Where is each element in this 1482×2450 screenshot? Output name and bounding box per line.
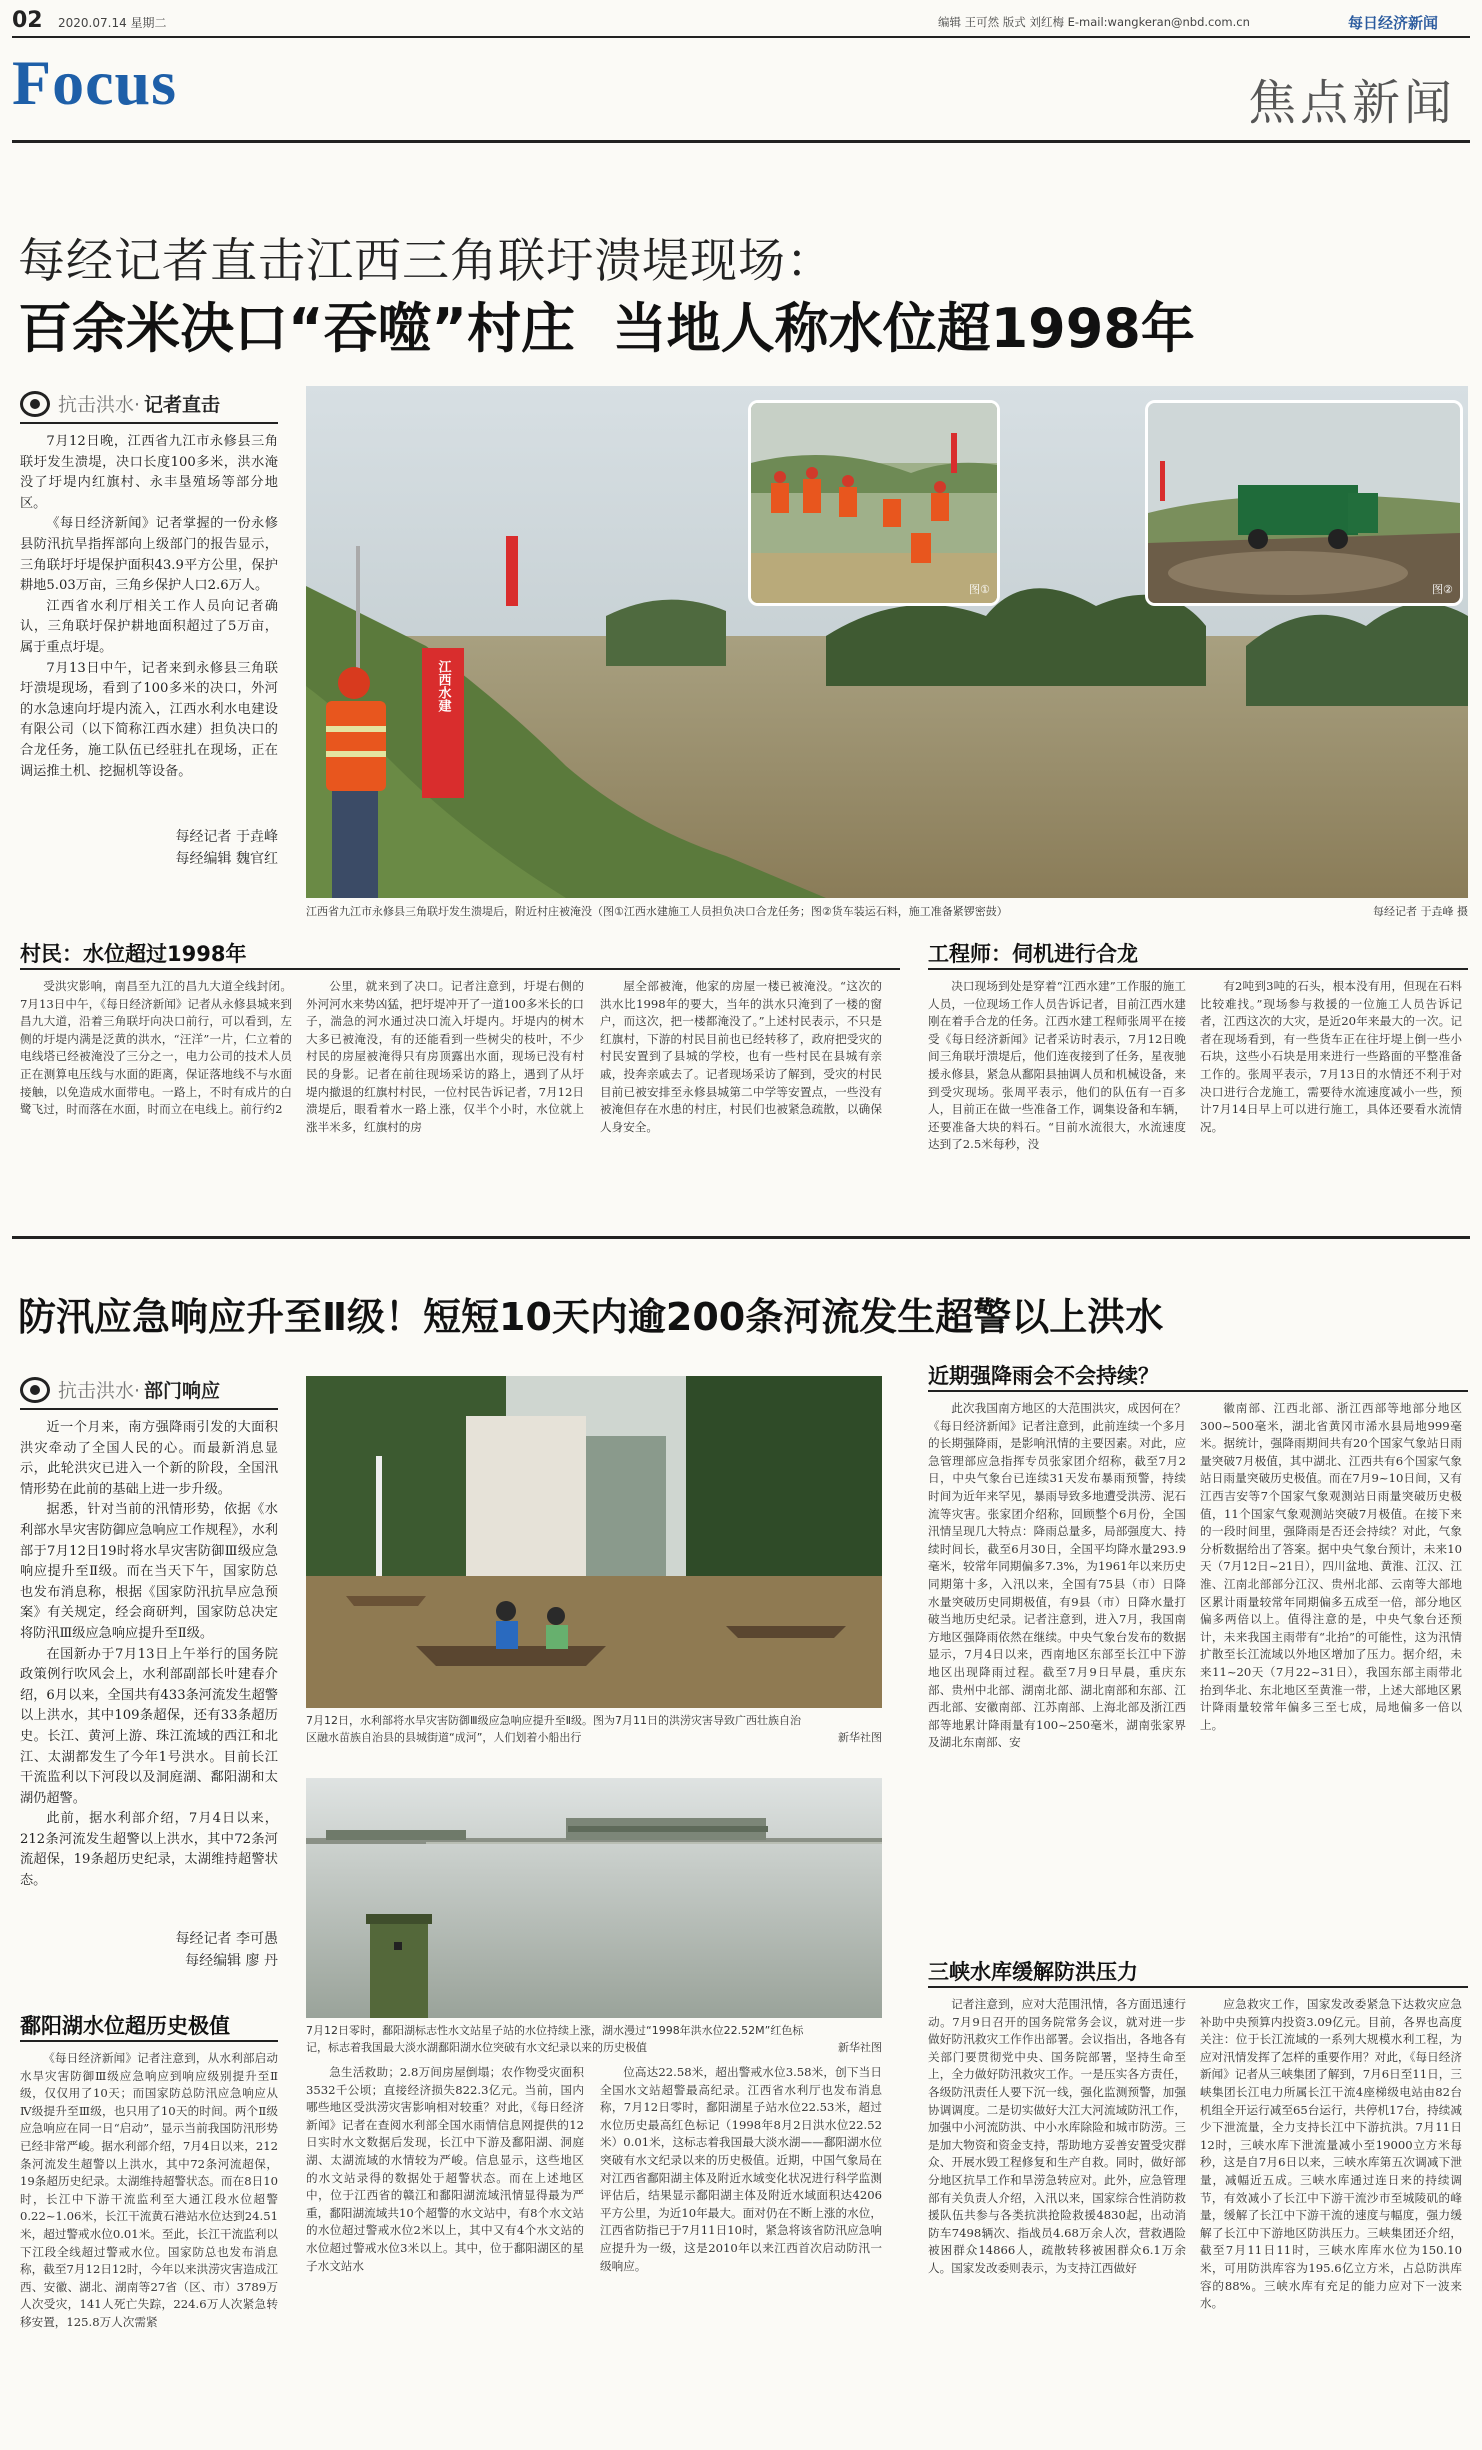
story2-kicker: 抗击洪水· 部门响应	[20, 1376, 220, 1403]
story2-headline: 防汛应急响应升至Ⅱ级！短短10天内逾200条河流发生超警以上洪水	[18, 1295, 1164, 1339]
poyang-col-2: 急生活救助；2.8万间房屋倒塌；农作物受灾面积3532千公顷；直接经济损失822.3亿元。当前，国内哪些地区受洪涝灾害影响相对较重？对此，《每日经济新闻》记者在查阅水利部全国水雨情信息网提供的12日实时水文数据后发现，长江中下游及鄱阳湖、洞庭湖、太湖流域的水情较为严峻。信息显示，这些地区的水文站录得的数据处于超警状态。而在上述地区中，位于江西省的赣江和鄱阳湖流域汛情显得最为严重，鄱阳湖流域共10个超警的水文站中，有8个水文站的水位超过警戒水位2米以上，其中又有4个水文站的水位超过警戒水位3米以上。其中，位于鄱阳湖区的星子水文站水	[306, 2065, 584, 2273]
truck-gravel-image	[1148, 403, 1460, 603]
story1-subhead-villagers: 村民：水位超过1998年	[20, 942, 247, 966]
poyang-col-3: 位高达22.58米，超出警戒水位3.58米，创下当日全国水文站超警最高纪录。江西省水利厅也发布消息称，7月12日零时，鄱阳湖星子站水位22.53米，超过水位历史最高红色标记（1998年8月2日洪水位22.52米）0.01米，这标志着我国最大淡水湖——鄱阳湖水位突破有水文纪录以来的历史极值。近期，中国气象局在对江西省鄱阳湖主体及附近水域变化状况进行科学监测评估后，结果显示鄱阳湖主体及附近水域面积达4206平方公里，为近10年最大。面对仍在不断上涨的水位，江西省防指已于7月11日10时，紧急将该省防汛应急响应提升为一级，这是2010年以来江西首次启动防汛一级响应。	[600, 2065, 882, 2273]
poyang-lake-photo	[306, 1778, 882, 2018]
story2-subhead-sanxia: 三峡水库缓解防洪压力	[928, 1960, 1138, 1984]
subhead-rule	[928, 968, 1468, 970]
story1-subhead-engineer: 工程师：伺机进行合龙	[928, 942, 1138, 966]
section-title-cn: 焦点新闻	[1248, 75, 1457, 131]
photo2-credit: 新华社图	[838, 2041, 882, 2054]
story2-subhead-rain: 近期强降雨会不会持续？	[928, 1364, 1159, 1388]
story1-headline-line2: 百余米决口“吞噬”村庄 当地人称水位超1998年	[18, 297, 1195, 360]
masthead-paper-name: 每日经济新闻	[1348, 14, 1439, 32]
villagers-col-1: 受洪灾影响，南昌至九江的昌九大道全线封闭。7月13日中午，《每日经济新闻》记者从永修县城来到昌九大道，沿着三角联圩向决口前行，可以看到，左侧的圩堤内满是泛黄的洪水，“汪洋”一片，仁立着的电线塔已经被淹没了三分之一，电力公司的技术人员正在测算电压线与水面的距离，保证落地线不与水面接触，以免造成水面带电。一路上，不时有成片的白鹭飞过，时而落在水面，时而立在电线上。前行约2	[20, 979, 292, 1117]
lead-paragraph: 据悉，针对当前的汛情形势，依据《水利部水旱灾害防御应急响应工作规程》，水利部于7月12日19时将水旱灾害防御Ⅲ级应急响应提升至Ⅱ级。而在当天下午，国家防总也发布消息称，根据《国家防汛抗旱应急预案》有关规定，经会商研判，国家防总决定将防汛Ⅲ级应急响应提升至Ⅱ级。	[20, 1502, 278, 1641]
lead-paragraph: 在国新办于7月13日上午举行的国务院政策例行吹风会上，水利部副部长叶建春介绍，6月以来，全国共有433条河流发生超警以上洪水，其中109条超保，还有33条超历史。长江、黄河上游、珠江流域的西江和北江、太湖都发生了今年1号洪水。目前长江干流监利以下河段以及洞庭湖、鄱阳湖和太湖仍超警。	[20, 1646, 278, 1806]
section-rule	[12, 140, 1470, 143]
inset-label: 图②	[1432, 583, 1453, 596]
photo1-credit: 新华社图	[838, 1731, 882, 1744]
sanxia-col-1: 记者注意到，应对大范围汛情，各方面迅速行动。7月9日召开的国务院常务会议，就对进一步做好防汛救灾工作作出部署。会议指出，各地各有关部门要贯彻党中央、国务院部署，坚持生命至上，全力做好防汛救灾工作。一是压实各方责任，各级防汛责任人要下沉一线，强化监测预警，加强协调调度。二是切实做好大江大河流域防汛工作，加强中小河流防洪、中小水库除险和城市防涝。三是加大物资和资金支持，帮助地方妥善安置受灾群众、开展水毁工程修复和生产自救。同时，做好部分地区抗旱工作和旱涝急转应对。此外，应急管理部有关负责人介绍，入汛以来，国家综合性消防救援队伍共参与各类抗洪抢险救援4830起，出动消防车7498辆次、指战员4.68万余人次，营救遇险被困群众14866人，疏散转移被困群众6.1万余人。国家发改委则表示，为支持江西做好	[928, 1997, 1186, 2275]
inset-photo-2	[1145, 400, 1463, 606]
lead-paragraph: 7月13日中午，记者来到永修县三角联圩溃堤现场，看到了100多米的决口，外河的水急速向圩堤内流入，江西水利水电建设有限公司（以下简称江西水建）担负决口的合龙任务，施工队伍已经驻扎在现场，正在调运推土机、挖掘机等设备。	[20, 660, 278, 779]
lead-paragraph: 7月12日晚，江西省九江市永修县三角联圩发生溃堤，决口长度100多米，洪水淹没了圩堤内红旗村、永丰垦殖场等部分地区。	[20, 434, 278, 511]
engineer-col-2: 有2吨到3吨的石头，根本没有用，但现在石料比较难找。”现场参与救援的一位施工人员告诉记者，江西这次的大灾，是近20年来最大的一次。记者在现场看到，有一些货车正在往圩堤上倒一些小石块，这些小石块是用来进行一些路面的平整准备工作的。张周平表示，7月13日的水情还不利于对决口进行合龙施工，需要待水流速度减小一些，预计7月14日早上可以进行施工，具体还要看水流情况。	[1200, 979, 1462, 1134]
story1-headline-line1: 每经记者直击江西三角联圩溃堤现场：	[18, 234, 834, 289]
story2-lead	[20, 1418, 278, 1918]
story2-subhead-poyang: 鄱阳湖水位超历史极值	[20, 2014, 230, 2038]
story1-byline-reporter: 每经记者 于垚峰	[175, 829, 278, 845]
story2-kicker-rule	[20, 1408, 278, 1410]
villagers-col-2: 公里，就来到了决口。记者注意到，圩堤右侧的外河河水来势凶猛，把圩堤冲开了一道100多米长的口子，湍急的河水通过决口流入圩堤内。圩堤内的树木大多已被淹没，有的还能看到一些树尖的枝叶，不少村民的房屋被淹得只有房顶露出水面，现场已没有村民的身影。记者在前往现场采访的路上，遇到了从圩堤内撤退的红旗村村民，一位村民告诉记者，7月12日溃堤后，眼看着水一路上涨，仅半个小时，水位就上涨半米多，红旗村的房	[306, 979, 584, 1134]
eye-icon	[20, 1377, 50, 1403]
subhead-rule	[20, 2040, 278, 2042]
story1-photo-credit: 每经记者 于垚峰 摄	[1373, 905, 1468, 918]
sanxia-col-2: 应急救灾工作，国家发改委紧急下达救灾应急补助中央预算内投资3.09亿元。目前，各界也高度关注：位于长江流域的一系列大规模水利工程，为应对汛情发挥了怎样的重要作用？对此，《每日经济新闻》记者从三峡集团了解到，7月6日至11日，三峡集团长江电力所属长江干流4座梯级电站由82台机组全开运行减至65台运行，共停机17台，持续减少下泄流量，全力支持长江中下游抗洪。7月11日12时，三峡水库下泄流量减小至19000立方米每秒，这是自7月6日以来，三峡水库第五次调减下泄量，减幅近五成。三峡水库通过连日来的持续调节，有效减小了长江中下游干流沙市至城陵矶的峰量，缓解了长江中下游干流的速度与幅度，强力缓解了长江中下游地区防洪压力。三峡集团还介绍，截至7月11日11时，三峡水库库水位为150.10米，可用防洪库容为195.6亿立方米，占总防洪库容的88%。三峡水库有充足的能力应对下一波来水。	[1200, 1997, 1462, 2311]
page-number: 02	[12, 8, 43, 33]
villagers-col-3: 屋全部被淹，他家的房屋一楼已被淹没。“这次的洪水比1998年的要大，当年的洪水只淹到了一楼的窗户，而这次，把一楼都淹没了。”上述村民表示，不只是红旗村，下游的村民目前也已经转移了，政府把受灾的村民安置到了县城的学校，也有一些村民在县城有亲戚，投奔亲戚去了。记者现场采访了解到，受灾的村民目前已被安排至永修县城第二中学等安置点，一些没有被淹但存在水患的村庄，村民们也被紧急疏散，以确保人身安全。	[600, 979, 882, 1134]
inset-photo-1	[748, 400, 1000, 606]
story1-photo-caption: 江西省九江市永修县三角联圩发生溃堤后，附近村庄被淹没（图①江西水建施工人员担负决口合龙任务；图②货车装运石料，施工准备紧锣密鼓）	[306, 905, 1008, 918]
photo2-caption: 7月12日零时，鄱阳湖标志性水文站星子站的水位持续上涨，湖水漫过“1998年洪水位22.52M”红色标记，标志着我国最大淡水湖鄱阳湖水位突破有水文纪录以来的历史极值	[306, 2024, 804, 2054]
banner-text: 江西水建	[435, 660, 451, 712]
lead-paragraph: 此前，据水利部介绍，7月4日以来，212条河流发生超警以上洪水，其中72条河流超保，19条超历史纪录，太湖维持超警状态。	[20, 1811, 278, 1889]
lead-paragraph: 江西省水利厅相关工作人员向记者确认，三角联圩保护耕地面积超过了5万亩，属于重点圩堤。	[20, 598, 278, 655]
engineer-col-1: 决口现场到处是穿着“江西水建”工作服的施工人员，一位现场工作人员告诉记者，目前江西水建刚在着手合龙的任务。江西水建工程师张周平在接受《每日经济新闻》记者采访时表示，7月12日晚间三角联圩溃堤后，他们连夜接到了任务，星夜驰援永修县，紧急从鄱阳县抽调人员和机械设备，来到受灾现场。张周平表示，他们的队伍有一百多人，目前正在做一些准备工作，调集设备和车辆，还要准备大块的料石。“目前水流很大，水流速度达到了2.5米每秒，没	[928, 979, 1186, 1152]
inset-label: 图①	[969, 583, 990, 596]
story1-byline-editor: 每经编辑 魏官红	[175, 851, 278, 867]
header-rule	[12, 36, 1470, 38]
story2-byline-editor: 每经编辑 廖 丹	[185, 1953, 278, 1969]
boats-in-street-image	[306, 1376, 882, 1708]
story-divider	[12, 1236, 1470, 1239]
story2-byline-reporter: 每经记者 李可愚	[175, 1931, 278, 1947]
subhead-rule	[928, 1986, 1468, 1988]
rain-col-2: 徽南部、江西北部、浙江西部等地部分地区300~500毫米，湖北省黄冈市浠水县局地999毫米。据统计，强降雨期间共有20个国家气象站日雨量突破7月极值，其中湖北、江西共有6个国家气象站日雨量突破历史极值。而在7月9~10日间，又有江西吉安等7个国家气象观测站日雨量突破历史极值，11个国家气象观测站突破7月极值。在接下来的一段时间里，强降雨是否还会持续？对此，气象分析数据给出了答案。据中央气象台预计，未来10天（7月12日~21日），四川盆地、黄淮、江汉、江淮、江南北部部分江汉、贵州北部、云南等大部地区累计雨量较常年同期偏多五成至一倍，部分地区偏多两倍以上。值得注意的是，中央气象台还预计，未来我国主雨带有“北抬”的可能性，这为汛情扩散至长江流域以外地区增加了压力。据介绍，未来11~20天（7月22~31日），我国东部主雨带北抬到华北、东北地区至黄淮一带，上述大部地区累计降雨量较常年偏多三至七成，局地偏多一倍以上。	[1200, 1401, 1462, 1732]
story1-lead	[20, 432, 278, 782]
rain-col-1: 此次我国南方地区的大范围洪灾，成因何在？《每日经济新闻》记者注意到，此前连续一个多月的长期强降雨，是影响汛情的主要因素。对此，应急管理部应急指挥专员张家团介绍称，截至7月2日，中央气象台已连续31天发布暴雨预警，持续时间为近年来罕见，暴雨导致多地遭受洪涝、泥石流等灾害。张家团介绍称，回顾整个6月份，全国汛情呈现几大特点：降雨总量多，局部强度大、持续时间长，截至6月30日，全国平均降水量293.9毫米，较常年同期偏多7.3%，为1961年以来历史同期第十多，入汛以来，全国有75县（市）日降水量突破历史同期极值，有9县（市）日降水量打破当地历史纪录。记者注意到，进入7月，我国南方地区强降雨依然在继续。中央气象台发布的数据显示，7月4日以来，西南地区东部至长江中下游地区出现降雨过程。截至7月9日早晨，重庆东部、贵州中北部、湖南北部、湖北南部和东部、江西北部、安徽南部、江苏南部、上海北部及浙江西部等地累计降雨量有100~250毫米，湖南张家界及湖北东南部、安	[928, 1401, 1186, 1750]
flooded-street-photo	[306, 1376, 882, 1708]
editor-credits: 编辑 王可然 版式 刘红梅 E-mail:wangkeran@nbd.com.cn	[938, 15, 1250, 29]
eye-icon	[20, 391, 50, 417]
story1-kicker-rule	[20, 422, 278, 424]
poyang-col-1: 《每日经济新闻》记者注意到，从水利部启动水旱灾害防御Ⅲ级应急响应到响应级别提升至Ⅱ级，仅仅用了10天；而国家防总防汛应急响应从Ⅳ级提升至Ⅲ级，也只用了10天的时间。两个Ⅱ级应急响应在同一日“启动”，显示当前我国防汛形势已经非常严峻。据水利部介绍，7月4日以来，212条河流发生超警以上洪水，其中72条河流超保，19条超历史纪录。太湖维持超警状态。而在8日10时，长江中下游干流监利至大通江段水位超警0.22~1.06米，长江干流黄石港站水位达到24.51米，超过警戒水位0.01米。至此，长江干流监利以下江段全线超过警戒水位。国家防总也发布消息称，截至7月12日12时，今年以来洪涝灾害造成江西、安徽、湖北、湖南等27省（区、市）3789万人次受灾，141人死亡失踪，224.6万人次紧急转移安置，125.8万人次需紧	[20, 2051, 278, 2329]
story1-kicker: 抗击洪水· 记者直击	[20, 390, 220, 417]
photo1-caption: 7月12日，水利部将水旱灾害防御Ⅲ级应急响应提升至Ⅱ级。图为7月11日的洪涝灾害导致广西壮族自治区融水苗族自治县的县城街道“成河”，人们划着小船出行	[306, 1714, 801, 1744]
section-title-en: Focus	[12, 47, 177, 118]
subhead-rule	[928, 1390, 1468, 1392]
lead-paragraph: 近一个月来，南方强降雨引发的大面积洪灾牵动了全国人民的心。而最新消息显示，此轮洪灾已进入一个新的阶段，全国汛情形势在此前的基础上进一步升级。	[20, 1420, 278, 1497]
lead-paragraph: 《每日经济新闻》记者掌握的一份永修县防汛抗旱指挥部向上级部门的报告显示，三角联圩圩堤保护面积43.9平方公里，保护耕地5.03万亩，三角乡保护人口2.6万人。	[20, 516, 278, 594]
issue-date: 2020.07.14 星期二	[58, 16, 167, 30]
water-gauge-image	[306, 1778, 882, 2018]
subhead-rule	[20, 968, 900, 970]
workers-sandbag-image	[751, 403, 997, 603]
